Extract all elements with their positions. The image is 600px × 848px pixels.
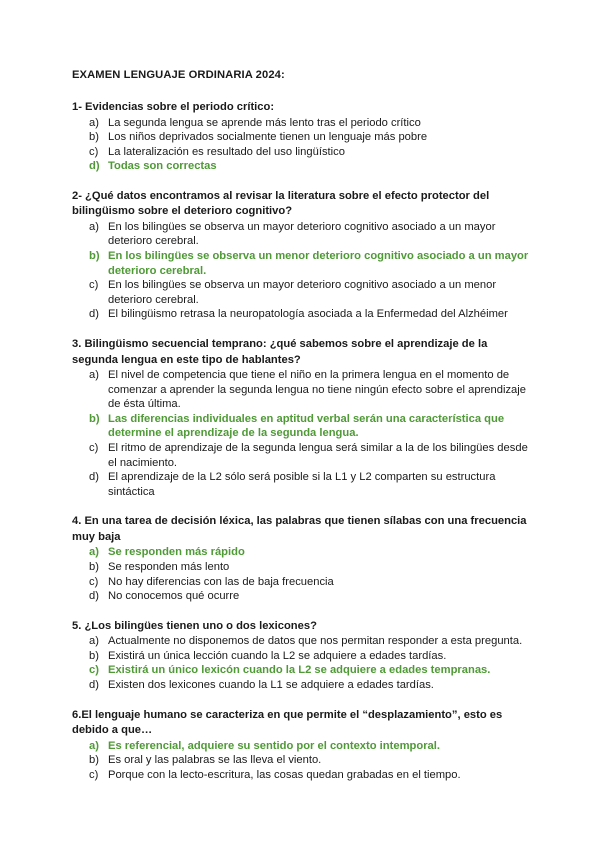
- option-a: [72, 545, 532, 560]
- option-letter: b): [89, 412, 100, 425]
- option-letter: a): [89, 116, 99, 129]
- question-5: [72, 619, 532, 693]
- option-letter: b): [89, 649, 99, 662]
- question-text: 6.El lenguaje humano se caracteriza en que permite el “desplazamiento”, esto es debido a que…: [72, 708, 503, 737]
- exam-page: [72, 68, 532, 797]
- option-letter: a): [89, 369, 99, 382]
- option-letter: b): [89, 560, 99, 573]
- option-text: Los niños deprivados socialmente tienen un lenguaje más pobre: [108, 131, 428, 144]
- option-text: Existen dos lexicones cuando la L1 se adquiere a edades tardías.: [108, 679, 434, 692]
- option-d: [72, 678, 532, 693]
- option-letter: a): [89, 739, 99, 752]
- question-1: [72, 100, 532, 174]
- option-text: La lateralización es resultado del uso lingüístico: [108, 145, 345, 158]
- option-a: [72, 634, 532, 649]
- option-text: El ritmo de aprendizaje de la segunda lengua será similar a la de los bilingües desde el nacimiento.: [108, 442, 528, 469]
- option-text: Todas son correctas: [108, 160, 217, 173]
- option-d: [72, 159, 532, 174]
- options-list: [72, 634, 532, 692]
- option-text: El nivel de competencia que tiene el niño en la primera lengua en el momento de comenzar a aprender la segunda lengua no tiene ningún efecto sobre el aprendizaje de ésta última.: [108, 369, 526, 411]
- option-b: [72, 412, 532, 441]
- exam-title: EXAMEN LENGUAJE ORDINARIA 2024:: [72, 69, 285, 81]
- option-c: [72, 145, 532, 160]
- option-text: Se responden más lento: [108, 560, 230, 573]
- options-list: [72, 739, 532, 783]
- option-letter: d): [89, 679, 99, 692]
- option-text: Es referencial, adquiere su sentido por el contexto intemporal.: [108, 739, 440, 752]
- option-text: En los bilingües se observa un mayor deterioro cognitivo asociado a un menor deterioro cerebral.: [108, 279, 497, 306]
- option-letter: d): [89, 160, 100, 173]
- option-text: En los bilingües se observa un mayor deterioro cognitivo asociado a un mayor deterioro cerebral.: [108, 220, 496, 248]
- option-text: Porque con la lecto-escritura, las cosas quedan grabadas en el tiempo.: [108, 768, 461, 781]
- option-letter: c): [89, 768, 99, 781]
- option-text: No hay diferencias con las de baja frecuencia: [108, 575, 334, 588]
- option-letter: c): [89, 442, 99, 454]
- option-letter: a): [89, 220, 99, 233]
- option-text: Existirá un única lección cuando la L2 se adquiere a edades tardías.: [108, 649, 447, 662]
- options-list: [72, 220, 532, 322]
- option-c: [72, 768, 532, 783]
- option-letter: b): [89, 754, 99, 767]
- question-text: 3. Bilingüismo secuencial temprano: ¿qué sabemos sobre el aprendizaje de la segunda lengua en este tipo de hablantes?: [72, 338, 488, 366]
- option-d: [72, 470, 532, 499]
- option-text: En los bilingües se observa un menor deterioro cognitivo asociado a un mayor deterioro cerebral.: [108, 250, 529, 277]
- options-list: [72, 116, 532, 174]
- option-text: Se responden más rápido: [108, 546, 245, 559]
- option-text: El aprendizaje de la L2 sólo será posible si la L1 y L2 comparten su estructura sintáctica: [108, 471, 496, 498]
- option-text: No conocemos qué ocurre: [108, 590, 240, 603]
- question-6: [72, 708, 532, 783]
- option-letter: c): [89, 145, 99, 158]
- option-c: [72, 278, 532, 307]
- options-list: [72, 545, 532, 603]
- question-text: 2- ¿Qué datos encontramos al revisar la literatura sobre el efecto protector del bilingüismo sobre el deterioro cognitivo?: [72, 189, 490, 218]
- question-4: [72, 514, 532, 603]
- option-a: [72, 220, 532, 249]
- option-b: [72, 649, 532, 664]
- option-letter: c): [89, 664, 99, 677]
- option-text: Existirá un único lexicón cuando la L2 se adquiere a edades tempranas.: [108, 664, 491, 677]
- option-letter: a): [89, 635, 99, 648]
- question-2: [72, 189, 532, 322]
- option-d: [72, 307, 532, 322]
- options-list: [72, 368, 532, 499]
- option-letter: d): [89, 308, 99, 321]
- option-b: [72, 560, 532, 575]
- option-text: El bilingüismo retrasa la neuropatología asociada a la Enfermedad del Alzhéimer: [108, 308, 508, 321]
- option-letter: d): [89, 471, 99, 484]
- option-text: Las diferencias individuales en aptitud verbal serán una característica que determine el aprendizaje de la segunda lengua.: [108, 412, 505, 440]
- option-a: [72, 739, 532, 754]
- option-c: [72, 575, 532, 590]
- option-a: [72, 116, 532, 131]
- option-letter: b): [89, 250, 100, 263]
- option-d: [72, 589, 532, 604]
- option-c: [72, 441, 532, 470]
- option-a: [72, 368, 532, 412]
- question-text: 4. En una tarea de decisión léxica, las palabras que tienen sílabas con una frecuencia muy baja: [72, 515, 527, 543]
- option-text: La segunda lengua se aprende más lento tras el periodo crítico: [108, 116, 421, 129]
- option-letter: c): [89, 279, 99, 292]
- option-letter: c): [89, 575, 99, 588]
- question-3: [72, 337, 532, 499]
- option-b: [72, 753, 532, 768]
- option-c: [72, 663, 532, 678]
- option-letter: b): [89, 131, 99, 144]
- option-letter: d): [89, 590, 99, 603]
- option-letter: a): [89, 546, 99, 559]
- option-b: [72, 249, 532, 278]
- option-text: Actualmente no disponemos de datos que nos permitan responder a esta pregunta.: [108, 635, 523, 648]
- question-text: 1- Evidencias sobre el periodo crítico:: [72, 101, 275, 113]
- option-b: [72, 130, 532, 145]
- question-text: 5. ¿Los bilingües tienen uno o dos lexicones?: [72, 619, 317, 632]
- option-text: Es oral y las palabras se las lleva el viento.: [108, 754, 322, 767]
